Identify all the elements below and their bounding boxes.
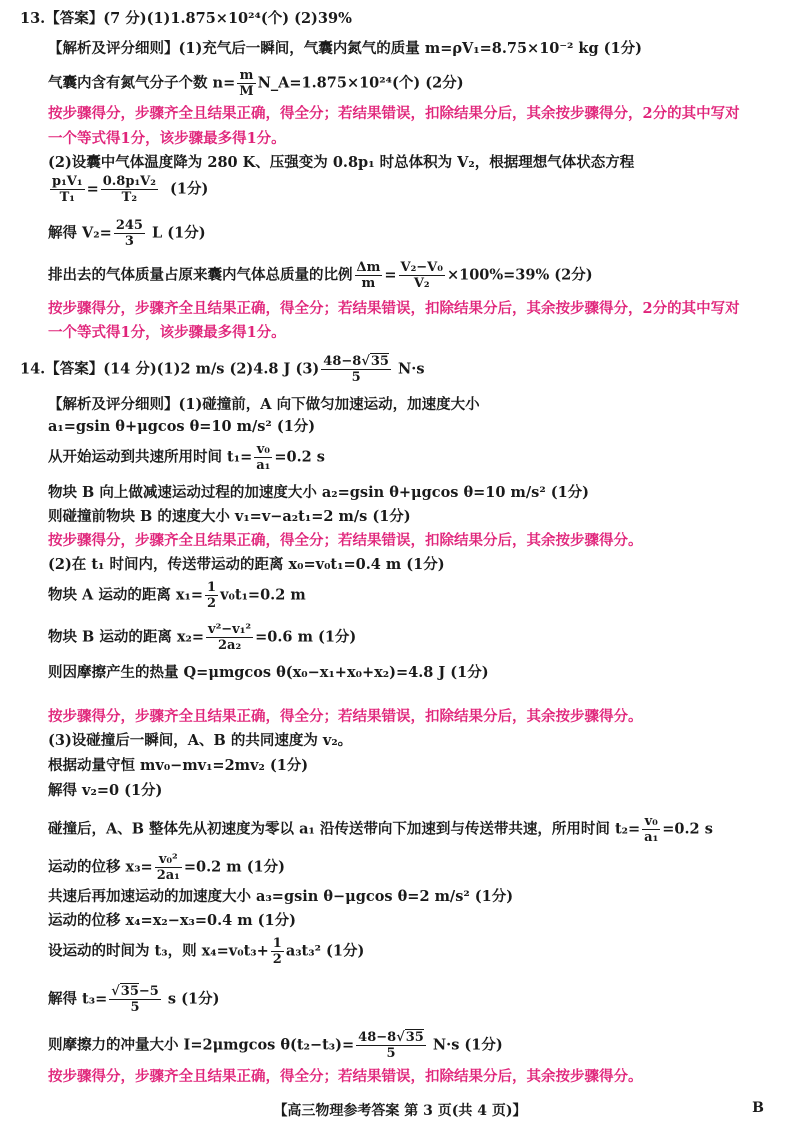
q13-v2-result [48, 218, 206, 249]
q13-analysis-1: 【解析及评分细则】(1)充气后一瞬间，气囊内氮气的质量 m=ρV₁=8.75×10⁻² kg (1分) [48, 40, 642, 57]
score: (1分) [170, 180, 209, 198]
numerator: 1 [207, 580, 217, 595]
q13-part2: (2)设囊中气体温度降为 280 K、压强变为 0.8p₁ 时总体积为 V₂，根据理想气体状态方程 [48, 154, 635, 171]
numerator: 48−8√35 [323, 354, 389, 369]
denominator: 2 [207, 596, 217, 611]
text: N_A=1.875×10²⁴(个) (2分) [257, 74, 464, 92]
q14-x4: 运动的位移 x₄=x₂−x₃=0.4 m (1分) [48, 912, 296, 929]
paper-version-letter: B [752, 1100, 764, 1116]
text: ×100%=39% (2分) [446, 266, 593, 284]
fraction [155, 852, 182, 883]
numerator: 0.8p₁V₂ [102, 174, 156, 189]
denominator: 5 [351, 370, 361, 385]
text: =0.6 m (1分) [255, 628, 357, 646]
text: 则摩擦力的冲量大小 I=2μmgcos θ(t₂−t₃)= [48, 1036, 355, 1054]
fraction [271, 936, 284, 967]
q14-analysis: 【解析及评分细则】(1)碰撞前，A 向下做匀加速运动，加速度大小 [48, 396, 480, 413]
denominator: m [361, 276, 376, 291]
q14-rule-3: 按步骤得分，步骤齐全且结果正确，得全分；若结果错误，扣除结果分后，其余按步骤得分。 [48, 1068, 643, 1085]
numerator: v₀² [155, 852, 182, 868]
q14-t1 [48, 442, 325, 473]
numerator: p₁V₁ [52, 174, 83, 189]
text: 14.【答案】(14 分)(1)2 m/s (2)4.8 J (3) [20, 360, 320, 378]
numerator: √35−5 [111, 984, 159, 999]
text: s (1分) [167, 990, 220, 1008]
fraction [355, 260, 383, 291]
denominator: M [239, 84, 254, 99]
fraction [399, 260, 445, 291]
text: 解得 V₂= [48, 224, 112, 242]
q14-x1 [48, 580, 306, 611]
text: 运动的位移 x₃= [48, 858, 153, 876]
text: 物块 B 运动的距离 x₂= [48, 628, 205, 646]
numerator: v²−v₁² [208, 622, 252, 637]
fraction [205, 580, 218, 611]
q14-a1: a₁=gsin θ+μgcos θ=10 m/s² (1分) [48, 418, 316, 435]
text: 碰撞后，A、B 整体先从初速度为零以 a₁ 沿传送带向下加速到与传送带共速，所用时间 t₂= [48, 820, 641, 838]
denominator: 3 [124, 234, 134, 249]
fraction [356, 1030, 426, 1061]
q14-t2 [48, 814, 713, 845]
q13-rule-1b: 一个等式得1分，该步骤最多得1分。 [48, 130, 286, 147]
text: v₀t₁=0.2 m [220, 586, 306, 604]
text: 气囊内含有氮气分子个数 n= [48, 74, 236, 92]
q14-t3 [48, 984, 219, 1015]
denominator: T₂ [121, 190, 138, 205]
text: a₃t₃² (1分) [285, 942, 365, 960]
page-footer: 【高三物理参考答案 第 3 页(共 4 页)】 [273, 1103, 527, 1119]
unit: N·s [398, 360, 425, 378]
denominator: T₁ [59, 190, 75, 205]
q13-gas-equation: $\frac{\text{p₁V₁}}{\text{T₁}}$ = $\frac{\text{0.8p₁V₂}}{\text{T₂}}$ (1分) [52, 174, 209, 205]
text: =0.2 m (1分) [183, 858, 285, 876]
q13-molecule-count [48, 68, 464, 99]
numerator: m [237, 68, 255, 84]
q14-v2: 解得 v₂=0 (1分) [48, 782, 163, 799]
q13-answer: 13.【答案】(7 分)(1)1.875×10²⁴(个) (2)39% [20, 10, 352, 27]
q14-rule-1: 按步骤得分，步骤齐全且结果正确，得全分；若结果错误，扣除结果分后，其余按步骤得分。 [48, 532, 643, 549]
q13-ratio: 排出去的气体质量占原来囊内气体总质量的比例 $\frac{\Delta m}{m}$ = $\frac{\text{V₂−V₀}}{\text{V₂}}$ ×100%=39% (2分) [48, 260, 593, 291]
q14-answer [20, 354, 424, 385]
fraction [101, 174, 158, 205]
q14-momentum: 根据动量守恒 mv₀−mv₁=2mv₂ (1分) [48, 757, 309, 774]
denominator: a₁ [256, 458, 271, 473]
fraction [109, 984, 161, 1015]
text: N·s (1分) [432, 1036, 503, 1054]
q14-t3-equation [48, 936, 364, 967]
q14-a3: 共速后再加速运动的加速度大小 a₃=gsin θ−μgcos θ=2 m/s² (1分) [48, 888, 514, 905]
text: 48−8 [323, 354, 362, 369]
fraction [254, 442, 272, 473]
text: 解得 t₃= [48, 990, 108, 1008]
text: 排出去的气体质量占原来囊内气体总质量的比例 [48, 266, 353, 284]
q13-rule-2a: 按步骤得分，步骤齐全且结果正确，得全分；若结果错误，扣除结果分后，其余按步骤得分，2分的其中写对 [48, 300, 740, 317]
numerator: V₂−V₀ [400, 260, 443, 275]
fraction [206, 622, 253, 653]
denominator: 2a₂ [218, 638, 242, 653]
text: 物块 A 运动的距离 x₁= [48, 586, 204, 604]
text: =0.2 s [274, 448, 325, 466]
fraction [237, 68, 255, 99]
denominator: 2 [272, 952, 282, 967]
radicand: 35 [405, 1030, 424, 1045]
radicand: 35 [120, 984, 139, 999]
numerator: 1 [272, 936, 282, 951]
radicand: 35 [370, 354, 389, 369]
q13-rule-1a: 按步骤得分，步骤齐全且结果正确，得全分；若结果错误，扣除结果分后，其余按步骤得分，2分的其中写对 [48, 105, 740, 122]
q14-part3: (3)设碰撞后一瞬间，A、B 的共同速度为 v₂。 [48, 732, 353, 749]
text: =0.2 s [662, 820, 713, 838]
denominator: 5 [130, 1000, 140, 1015]
numerator: v₀ [254, 442, 272, 458]
fraction [114, 218, 145, 249]
numerator: v₀ [642, 814, 660, 830]
denominator: V₂ [413, 276, 430, 291]
numerator: 48−8√35 [358, 1030, 424, 1045]
text: L (1分) [152, 224, 206, 242]
q14-heat: 则因摩擦产生的热量 Q=μmgcos θ(x₀−x₁+x₀+x₂)=4.8 J (1分) [48, 664, 489, 681]
q14-x2 [48, 622, 356, 653]
q14-rule-2: 按步骤得分，步骤齐全且结果正确，得全分；若结果错误，扣除结果分后，其余按步骤得分。 [48, 708, 643, 725]
text: −5 [138, 984, 159, 999]
denominator: a₁ [644, 830, 659, 845]
text: 设运动的时间为 t₃，则 x₄=v₀t₃+ [48, 942, 269, 960]
denominator: 5 [386, 1046, 396, 1061]
numerator: Δm [356, 260, 381, 275]
fraction [321, 354, 391, 385]
q14-x0: (2)在 t₁ 时间内，传送带运动的距离 x₀=v₀t₁=0.4 m (1分) [48, 556, 445, 573]
numerator: 245 [115, 218, 143, 233]
text: 从开始运动到共速所用时间 t₁= [48, 448, 253, 466]
q14-v1: 则碰撞前物块 B 的速度大小 v₁=v−a₂t₁=2 m/s (1分) [48, 508, 411, 525]
denominator: 2a₁ [156, 868, 180, 883]
q14-a2: 物块 B 向上做减速运动过程的加速度大小 a₂=gsin θ+μgcos θ=10 m/s² (1分) [48, 484, 590, 501]
q13-rule-2b: 一个等式得1分，该步骤最多得1分。 [48, 324, 286, 341]
fraction [642, 814, 660, 845]
q14-x3 [48, 852, 285, 883]
text: 48−8 [358, 1030, 397, 1045]
fraction [50, 174, 85, 205]
q14-impulse [48, 1030, 503, 1061]
